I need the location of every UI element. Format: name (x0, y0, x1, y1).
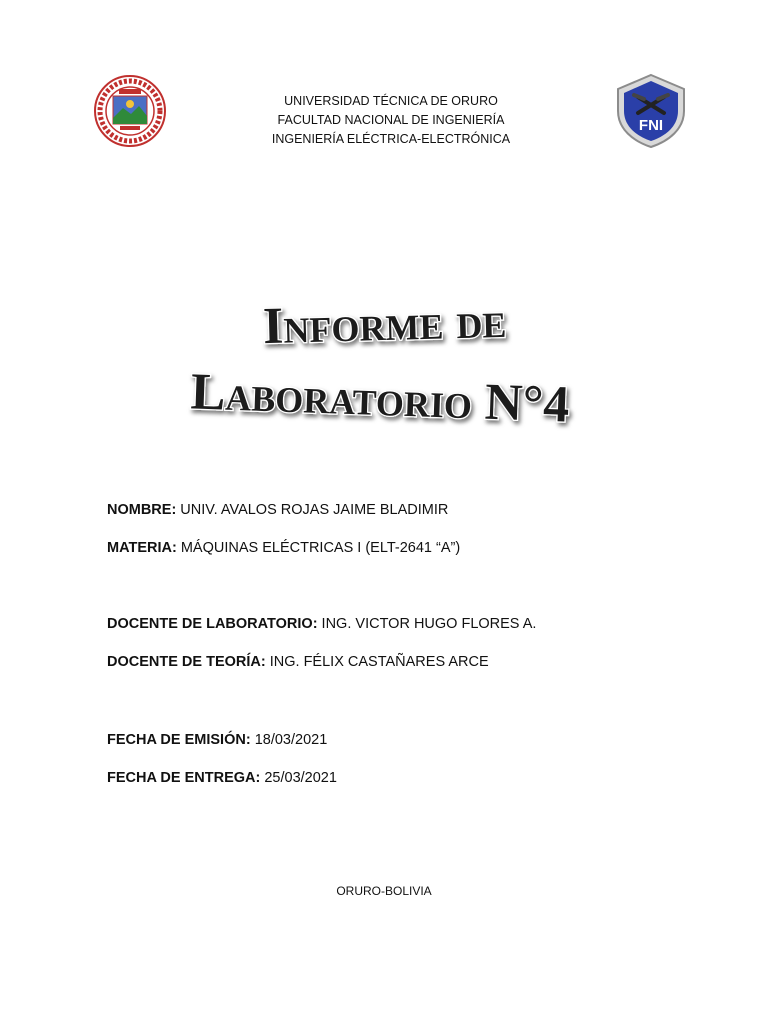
student-name-row (107, 502, 448, 518)
field-value: ING. VICTOR HUGO FLORES A. (317, 616, 537, 632)
field-label: NOMBRE: (107, 502, 177, 518)
field-label: DOCENTE DE TEORÍA: (107, 654, 266, 670)
field-value: 18/03/2021 (250, 732, 328, 748)
field-value: ING. FÉLIX CASTAÑARES ARCE (265, 654, 489, 670)
institution-header (0, 92, 768, 149)
location-footer: ORURO-BOLIVIA (336, 884, 432, 898)
field-value: UNIV. AVALOS ROJAS JAIME BLADIMIR (176, 502, 449, 518)
field-label: MATERIA: (107, 540, 177, 556)
field-label: FECHA DE EMISIÓN: (107, 732, 251, 748)
faculty-name: FACULTAD NACIONAL DE INGENIERÍA (277, 113, 505, 127)
title-line-1: Informe de (262, 291, 508, 356)
field-value: 25/03/2021 (260, 770, 337, 786)
report-title (100, 290, 670, 440)
field-label: FECHA DE ENTREGA: (107, 770, 261, 786)
lab-teacher-row (107, 616, 536, 632)
field-value: MÁQUINAS ELÉCTRICAS I (ELT-2641 “A”) (176, 540, 461, 556)
due-date-row (107, 770, 337, 786)
title-line-2: Laboratorio N°4 (189, 363, 571, 434)
department-name: INGENIERÍA ELÉCTRICA-ELECTRÓNICA (271, 132, 511, 146)
issue-date-row (107, 732, 327, 748)
university-name: UNIVERSIDAD TÉCNICA DE ORURO (284, 94, 498, 108)
subject-row (107, 540, 460, 556)
fni-logo-text: FNI (638, 117, 664, 134)
field-label: DOCENTE DE LABORATORIO: (107, 616, 318, 632)
theory-teacher-row (107, 654, 489, 670)
